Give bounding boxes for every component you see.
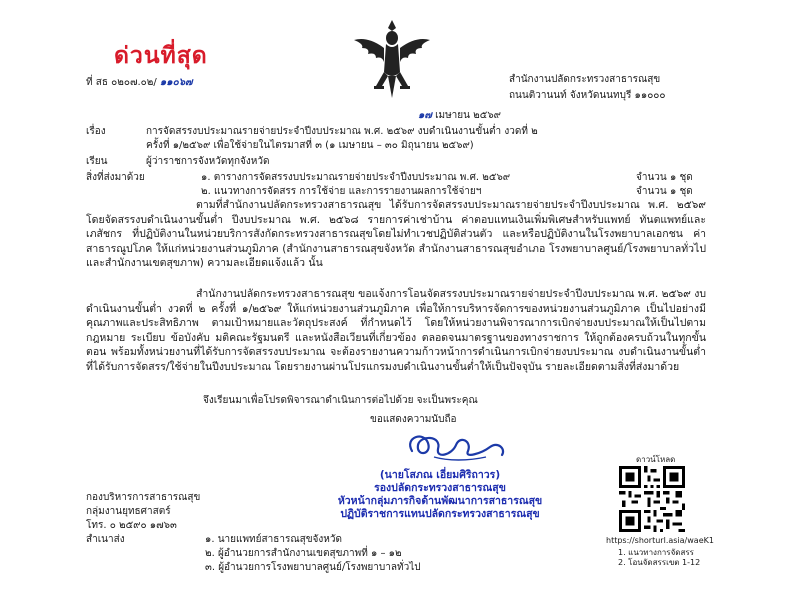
addressee-value: ผู้ว่าราชการจังหวัดทุกจังหวัด	[146, 156, 270, 167]
subject-label: เรื่อง	[86, 126, 106, 137]
footer-tel: โทร. ๐ ๒๕๙๐ ๑๗๖๓	[86, 520, 177, 531]
enclosures-label: สิ่งที่ส่งมาด้วย	[86, 172, 145, 183]
closing-text: ขอแสดงความนับถือ	[370, 414, 457, 425]
org-line-2: ถนนติวานนท์ จังหวัดนนทบุรี ๑๑๐๐๐	[509, 90, 666, 101]
signer-name: (นายโสภณ เอี่ยมศิริถาวร)	[379, 469, 501, 481]
enclosure-item-2: ๒. แนวทางการจัดสรร การใช้จ่าย และการรายงานผลการใช้จ่ายฯ	[201, 186, 482, 197]
document-number-handwritten: ๑๑๐๖๗	[159, 77, 193, 88]
qr-item-1: 1. แนวทางการจัดสรร	[618, 548, 694, 557]
qr-item-2: 2. โอนจัดสรรเขต 1-12	[618, 558, 701, 567]
signature-image	[398, 425, 518, 465]
org-line-1: สำนักงานปลัดกระทรวงสาธารณสุข	[509, 74, 661, 85]
signer-position-3: ปฏิบัติราชการแทนปลัดกระทรวงสาธารณสุข	[340, 508, 540, 520]
document-number	[86, 75, 193, 90]
cc-item-1: ๑. นายแพทย์สาธารณสุขจังหวัด	[205, 534, 342, 545]
enclosure-qty-1: จำนวน ๑ ชุด	[636, 172, 693, 183]
subject-line-1: การจัดสรรงบประมาณรายจ่ายประจำปีงบประมาณ พ.ศ. ๒๕๖๙ งบดำเนินงานขั้นต่ำ งวดที่ ๒	[146, 126, 538, 137]
body-paragraph-1: ตามที่สำนักงานปลัดกระทรวงสาธารณสุข ได้รับการจัดสรรงบประมาณรายจ่ายประจำปีงบประมาณ พ.ศ. ๒๕๖๙ โดยจัดสรรงบดำเนินงานขั้นต่ำ ปีงบประมาณ พ.ศ. ๒๕๖๘ รายการค่าเช่าบ้าน ค่าตอบแทนเงินเพิ่มพิเศษสำหรับแพทย์ ทันตแพทย์และเภสัชกร ที่ปฏิบัติงานในหน่วยบริการสังกัดกระทรวงสาธารณสุขโดยไม่ทำเวชปฏิบัติส่วนตัว และหรือปฏิบัติงานในโรงพยาบาลเอกชน ค่าสาธารณูปโภค ให้แก่หน่วยงานส่วนภูมิภาค (สำนักงานสาธารณสุขจังหวัด สำนักงานสาธารณสุขอำเภอ โรงพยาบาลศูนย์/โรงพยาบาลทั่วไป และสำนักงานเขตสุขภาพ) ความละเอียดแจ้งแล้ว นั้น	[86, 199, 706, 270]
qr-title: ดาวน์โหลด	[636, 455, 676, 464]
cc-item-3: ๓. ผู้อำนวยการโรงพยาบาลศูนย์/โรงพยาบาลทั่วไป	[205, 562, 421, 573]
urgency-title: ด่วนที่สุด	[114, 43, 208, 69]
cc-label: สำเนาส่ง	[86, 534, 125, 545]
addressee-label: เรียน	[86, 156, 108, 167]
body-paragraph-2: สำนักงานปลัดกระทรวงสาธารณสุข ขอแจ้งการโอนจัดสรรงบประมาณรายจ่ายประจำปีงบประมาณ พ.ศ. ๒๕๖๙ งบดำเนินงานขั้นต่ำ งวดที่ ๒ ครั้งที่ ๑/๒๕๖๙ ให้แก่หน่วยงานส่วนภูมิภาค เพื่อให้การบริหารจัดการของหน่วยงานส่วนภูมิภาค เป็นไปอย่างมีคุณภาพและประสิทธิภาพ ตามเป้าหมายและวัตถุประสงค์ ที่กำหนดไว้ โดยให้หน่วยงานพิจารณาการเบิกจ่ายงบประมาณให้เป็นไปตามกฎหมาย ระเบียบ ข้อบังคับ มติคณะรัฐมนตรี และหนังสือเวียนที่เกี่ยวข้อง ตลอดจนมาตรฐานของทางราชการ ให้ถูกต้องครบถ้วนในทุกขั้นตอน พร้อมทั้งหน่วยงานที่ได้รับการจัดสรรงบประมาณ จะต้องรายงานความก้าวหน้าการดำเนินการเบิกจ่ายงบประมาณ งบดำเนินงานขั้นต่ำ ที่ได้รับการจัดสรร/ใช้จ่ายในปีงบประมาณ โดยรายงานผ่านโปรแกรมงบดำเนินงานขั้นต่ำให้เป็นปัจจุบัน รายละเอียดตามสิ่งที่ส่งมาด้วย	[86, 288, 706, 373]
document-number-prefix: ที่ สธ ๐๒๐๗.๐๒/	[86, 77, 157, 88]
signer-position-1: รองปลัดกระทรวงสาธารณสุข	[374, 482, 506, 494]
enclosure-qty-2: จำนวน ๑ ชุด	[636, 186, 693, 197]
enclosure-item-1: ๑. ตารางการจัดสรรงบประมาณรายจ่ายประจำปีงบประมาณ พ.ศ. ๒๕๖๙	[201, 172, 511, 183]
subject-line-2: ครั้งที่ ๑/๒๕๖๙ เพื่อใช้จ่ายในไตรมาสที่ ๓ (๑ เมษายน – ๓๐ มิถุนายน ๒๕๖๙)	[146, 140, 474, 151]
date-month-year: เมษายน ๒๕๖๙	[435, 110, 501, 121]
qr-url[interactable]: https://shorturl.asia/waeK1	[606, 536, 714, 545]
garuda-emblem	[350, 14, 434, 102]
cc-item-2: ๒. ผู้อำนวยการสำนักงานเขตสุขภาพที่ ๑ – ๑๒	[205, 548, 402, 559]
document-date	[418, 108, 501, 123]
footer-group: กลุ่มงานยุทธศาสตร์	[86, 506, 171, 517]
signer-position-2: หัวหน้ากลุ่มภารกิจด้านพัฒนาการสาธารณสุข	[337, 495, 543, 507]
date-day-handwritten: ๑๗	[418, 110, 432, 121]
body-paragraph-3: จึงเรียนมาเพื่อโปรดพิจารณาดำเนินการต่อไปด้วย จะเป็นพระคุณ	[203, 395, 478, 406]
qr-code[interactable]	[619, 466, 685, 532]
footer-dept: กองบริหารการสาธารณสุข	[86, 492, 201, 503]
